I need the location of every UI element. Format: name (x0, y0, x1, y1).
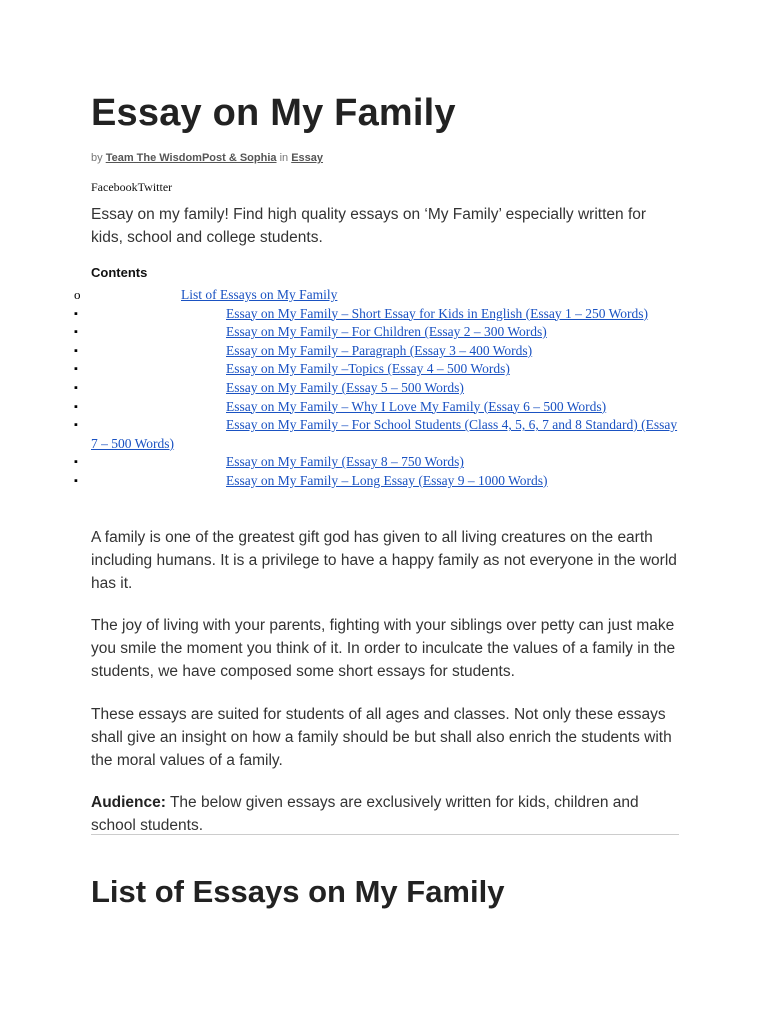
author-link[interactable]: Team The WisdomPost & Sophia (105, 152, 277, 164)
toc-item (74, 416, 681, 453)
square-bullet-icon: ▪ (74, 326, 78, 339)
toc-item (74, 286, 681, 305)
square-bullet-icon: ▪ (74, 474, 78, 487)
square-bullet-icon: ▪ (74, 363, 78, 376)
toc-link-essay-3[interactable]: Essay on My Family – Paragraph (Essay 3 – 400 Words) (226, 342, 533, 358)
toc-item (74, 305, 681, 324)
twitter-share-link[interactable]: Twitter (137, 180, 173, 194)
toc-link-essay-1[interactable]: Essay on My Family – Short Essay for Kids in English (Essay 1 – 250 Words) (226, 305, 649, 321)
square-bullet-icon: ▪ (74, 400, 78, 413)
toc-item (74, 453, 681, 472)
table-of-contents (74, 286, 681, 491)
toc-link-list-of-essays[interactable]: List of Essays on My Family (181, 287, 338, 302)
share-links (91, 180, 172, 195)
byline-in: in (279, 152, 289, 164)
toc-link-essay-8[interactable]: Essay on My Family (Essay 8 – 750 Words) (226, 454, 464, 470)
square-bullet-icon: ▪ (74, 456, 78, 469)
toc-item (74, 472, 681, 491)
intro-paragraph: Essay on my family! Find high quality essays on ‘My Family’ especially written for kids, school and college students. (91, 206, 647, 246)
square-bullet-icon: ▪ (74, 381, 78, 394)
audience-label: Audience: (91, 794, 166, 811)
toc-link-essay-2[interactable]: Essay on My Family – For Children (Essay 2 – 300 Words) (226, 324, 547, 340)
audience-text: The below given essays are exclusively written for kids, children and school students. (91, 794, 639, 834)
circle-bullet-icon: o (74, 287, 81, 302)
byline-by: by (91, 152, 103, 164)
body-paragraph: These essays are suited for students of all ages and classes. Not only these essays shall give an insight on how a family should be but shall also enrich the students with the moral values of a family. (91, 706, 672, 769)
facebook-share-link[interactable]: Facebook (91, 180, 138, 194)
toc-item (74, 360, 681, 379)
body-paragraph: The joy of living with your parents, fighting with your siblings over petty can just make you smile the moment you think of it. In order to inculcate the values of a family in the students, we have composed some short essays for students. (91, 617, 676, 680)
toc-link-essay-4[interactable]: Essay on My Family –Topics (Essay 4 – 500 Words) (226, 361, 510, 377)
toc-link-essay-7[interactable]: Essay on My Family – For School Students (Class 4, 5, 6, 7 and 8 Standard) (Essay 7 – 500 Words) (91, 417, 678, 451)
toc-item (74, 342, 681, 361)
audience-paragraph (91, 791, 681, 837)
toc-link-essay-5[interactable]: Essay on My Family (Essay 5 – 500 Words) (226, 379, 464, 395)
toc-item (74, 323, 681, 342)
toc-item (74, 379, 681, 398)
square-bullet-icon: ▪ (74, 307, 78, 320)
toc-item (74, 398, 681, 417)
square-bullet-icon: ▪ (74, 419, 78, 432)
contents-heading: Contents (91, 265, 148, 280)
byline (91, 152, 323, 164)
section-title: List of Essays on My Family (91, 874, 505, 909)
divider (91, 834, 679, 835)
category-link[interactable]: Essay (291, 152, 324, 164)
toc-link-essay-6[interactable]: Essay on My Family – Why I Love My Family (Essay 6 – 500 Words) (226, 398, 607, 414)
body-paragraph: A family is one of the greatest gift god has given to all living creatures on the earth including humans. It is a privilege to have a happy family as not everyone in the world has it. (91, 529, 677, 592)
page-title: Essay on My Family (91, 92, 456, 134)
square-bullet-icon: ▪ (74, 344, 78, 357)
toc-link-essay-9[interactable]: Essay on My Family – Long Essay (Essay 9 – 1000 Words) (226, 472, 548, 488)
